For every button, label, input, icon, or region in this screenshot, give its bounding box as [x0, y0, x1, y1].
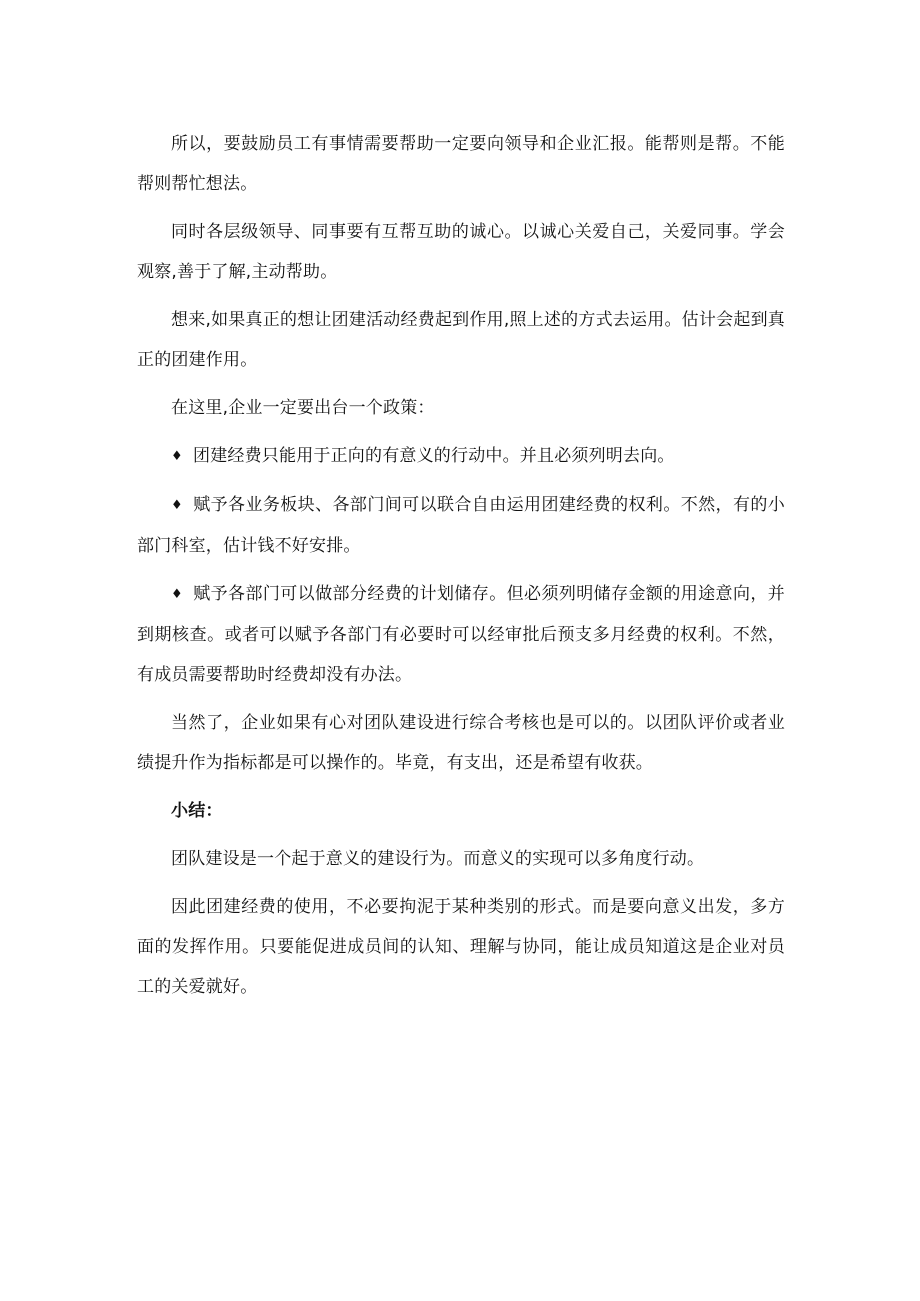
paragraph-use-funds: 想来,如果真正的想让团建活动经费起到作用,照上述的方式去运用。估计会起到真正的团建作用。 [137, 310, 785, 370]
bullet-text: 团建经费只能用于正向的有意义的行动中。并且必须列明去向。 [193, 446, 675, 466]
bullet-item [137, 574, 785, 695]
bullet-item [137, 436, 785, 477]
summary-heading: 小结： [171, 801, 223, 821]
diamond-bullet-icon: ♦ [171, 449, 183, 464]
paragraph-policy-intro: 在这里,企业一定要出台一个政策： [171, 398, 435, 418]
paragraph-assessment: 当然了，企业如果有心对团队建设进行综合考核也是可以的。以团队评价或者业绩提升作为指标都是可以操作的。毕竟，有支出，还是希望有收获。 [137, 713, 785, 773]
document-body [137, 124, 785, 1007]
bullet-item [137, 485, 785, 566]
summary-paragraph: 团队建设是一个起于意义的建设行为。而意义的实现可以多角度行动。 [171, 849, 705, 869]
bullet-text: 赋予各业务板块、各部门间可以联合自由运用团建经费的权利。不然，有的小部门科室，估计钱不好安排。 [137, 495, 785, 556]
summary-paragraph: 因此团建经费的使用，不必要拘泥于某种类别的形式。而是要向意义出发，多方面的发挥作用。只要能促进成员间的认知、理解与协同，能让成员知道这是企业对员工的关爱就好。 [137, 897, 785, 997]
diamond-bullet-icon: ♦ [171, 498, 183, 513]
diamond-bullet-icon: ♦ [171, 587, 183, 602]
bullet-text: 赋予各部门可以做部分经费的计划储存。但必须列明储存金额的用途意向，并到期核查。或者可以赋予各部门有必要时可以经审批后预支多月经费的权利。不然，有成员需要帮助时经费却没有办法。 [137, 584, 785, 685]
paragraph-report-help: 所以，要鼓励员工有事情需要帮助一定要向领导和企业汇报。能帮则是帮。不能帮则帮忙想法。 [137, 134, 785, 194]
paragraph-mutual-help: 同时各层级领导、同事要有互帮互助的诚心。以诚心关爱自己，关爱同事。学会观察,善于了解,主动帮助。 [137, 222, 785, 282]
